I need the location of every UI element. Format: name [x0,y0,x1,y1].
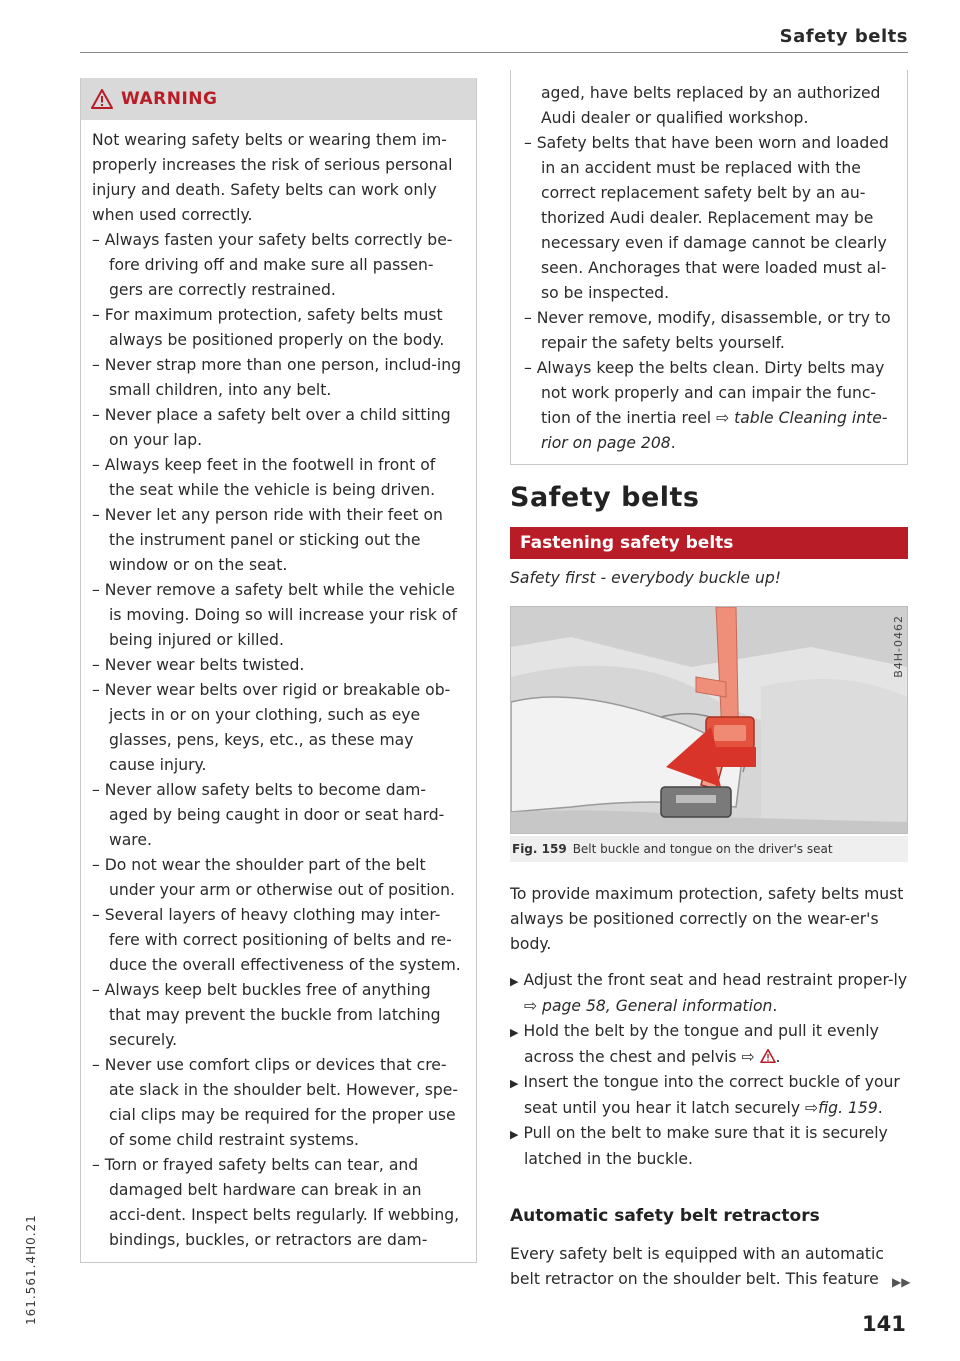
figure-159 [510,606,908,834]
warning-item: – Do not wear the shoulder part of the belt under your arm or otherwise out of position. [92,856,455,899]
subsection-subtitle: Safety first - everybody buckle up! [510,569,781,587]
warning-item: – Never place a safety belt over a child sitting on your lap. [92,406,451,449]
intro-paragraph: To provide maximum protection, safety belts must always be positioned correctly on the wear-er's body. [510,885,904,953]
step-bullet-icon: ▶ [510,975,519,988]
warning-item: – Several layers of heavy clothing may inter-fere with correct positioning of belts and re-duce the overall effectiveness of the system. [92,906,461,974]
cross-ref-arrow-icon: ⇨ [716,409,730,427]
step-item [510,968,908,1019]
step-bullet-icon: ▶ [510,1026,519,1039]
warning-item: – Never strap more than one person, includ-ing small children, into any belt. [92,356,461,399]
warning-item: – Torn or frayed safety belts can tear, and damaged belt hardware can break in an acci-dent. Inspect belts regularly. If webbing, bindings, buckles, or retractors are dam- [92,1156,460,1249]
retractor-heading: Automatic safety belt retractors [510,1206,820,1226]
warning-item: – Always keep feet in the footwell in front of the seat while the vehicle is being driven. [92,456,436,499]
cross-ref-arrow-icon: ⇨ [805,1099,819,1117]
warning-item: – Always fasten your safety belts correctly be-fore driving off and make sure all passen-gers are correctly restrained. [92,231,453,299]
figure-code: B4H-0462 [892,615,905,678]
warning-item: – Never remove a safety belt while the vehicle is moving. Doing so will increase your risk of being injured or killed. [92,581,457,649]
warning-item: – Never use comfort clips or devices that cre-ate slack in the shoulder belt. However, spe-cial clips may be required for the proper use of some child restraint systems. [92,1056,458,1149]
warning-body [81,120,476,1253]
warning-item: – Always keep belt buckles free of anything that may prevent the buckle from latching securely. [92,981,441,1049]
figure-caption [510,836,908,862]
continuation-first: aged, have belts replaced by an authorized Audi dealer or qualified workshop. [541,84,881,127]
continuation-item: – Never remove, modify, disassemble, or try to repair the safety belts yourself. [524,309,891,352]
continuation-punct: . [670,434,676,452]
retractor-paragraph: Every safety belt is equipped with an automatic belt retractor on the shoulder belt. This feature [510,1245,884,1288]
figure-label: Fig. 159 [512,842,567,856]
cleaning-table-link[interactable]: table Cleaning inte-rior on page 208 [541,409,888,452]
continuation-item: – Safety belts that have been worn and loaded in an accident must be replaced with the correct replacement safety belt by an au-thorized Audi dealer. Replacement may be necessary even if damage cannot be clearly seen. Anchorages that were loaded must al-so be inspected. [524,134,889,302]
warning-title: WARNING [121,89,218,109]
step-bullet-icon: ▶ [510,1077,519,1090]
intro-paragraph-block [510,882,908,957]
continuation-list [524,131,895,456]
warning-item: – Never let any person ride with their feet on the instrument panel or sticking out the window or on the seat. [92,506,443,574]
step-text: Pull on the belt to make sure that it is securely latched in the buckle. [523,1124,888,1168]
continuation-item-text: – Always keep the belts clean. Dirty belts may not work properly and can impair the func-tion of the inertia reel [524,359,885,427]
step-item [510,1019,908,1070]
warning-continuation-box [510,70,908,465]
warning-box [80,78,477,1263]
page-number: 141 [862,1312,906,1336]
steps-block [510,968,908,1172]
step-punct: . [877,1099,883,1117]
steps-list [510,968,908,1172]
step-text: Hold the belt by the tongue and pull it evenly across the chest and pelvis [523,1022,879,1066]
retractor-paragraph-block [510,1242,911,1292]
step-bullet-icon: ▶ [510,1128,519,1141]
continue-arrow-icon: ▶▶ [892,1275,911,1289]
warning-list [92,228,462,1253]
warning-item: – Never wear belts over rigid or breakable ob-jects in or on your clothing, such as eye glasses, pens, keys, etc., as these may cause injury. [92,681,451,774]
section-title: Safety belts [510,482,700,513]
cross-ref-arrow-icon: ⇨ [524,997,538,1015]
step-punct: . [775,1048,781,1066]
warning-header [81,78,476,120]
warning-item: – Never wear belts twisted. [92,656,305,674]
step-punct: . [772,997,778,1015]
warning-item: – Never allow safety belts to become dam-aged by being caught in door or seat hard-ware. [92,781,445,849]
step-item [510,1121,908,1172]
warning-triangle-icon [91,89,113,109]
step-text: Insert the tongue into the correct buckle of your seat until you hear it latch securely [523,1073,900,1117]
header-divider [80,52,908,53]
running-header: Safety belts [779,26,908,47]
page-58-link[interactable]: page 58, General information [542,997,773,1015]
warning-intro: Not wearing safety belts or wearing them im-properly increases the risk of serious personal injury and death. Safety belts can work only when used correctly. [92,131,453,224]
warning-triangle-icon[interactable] [760,1049,776,1063]
step-item [510,1070,908,1121]
step-text: Adjust the front seat and head restraint proper-ly [523,971,908,989]
buckle-illustration [511,607,907,833]
figure-caption-text: Belt buckle and tongue on the driver's seat [572,842,833,856]
side-code: 161.561.4H0.21 [24,1214,38,1325]
continuation-item [524,356,895,456]
warning-item: – For maximum protection, safety belts must always be positioned properly on the body. [92,306,445,349]
fig-159-link[interactable]: fig. 159 [818,1099,878,1117]
cross-ref-arrow-icon: ⇨ [741,1048,755,1066]
subsection-bar: Fastening safety belts [510,527,908,559]
